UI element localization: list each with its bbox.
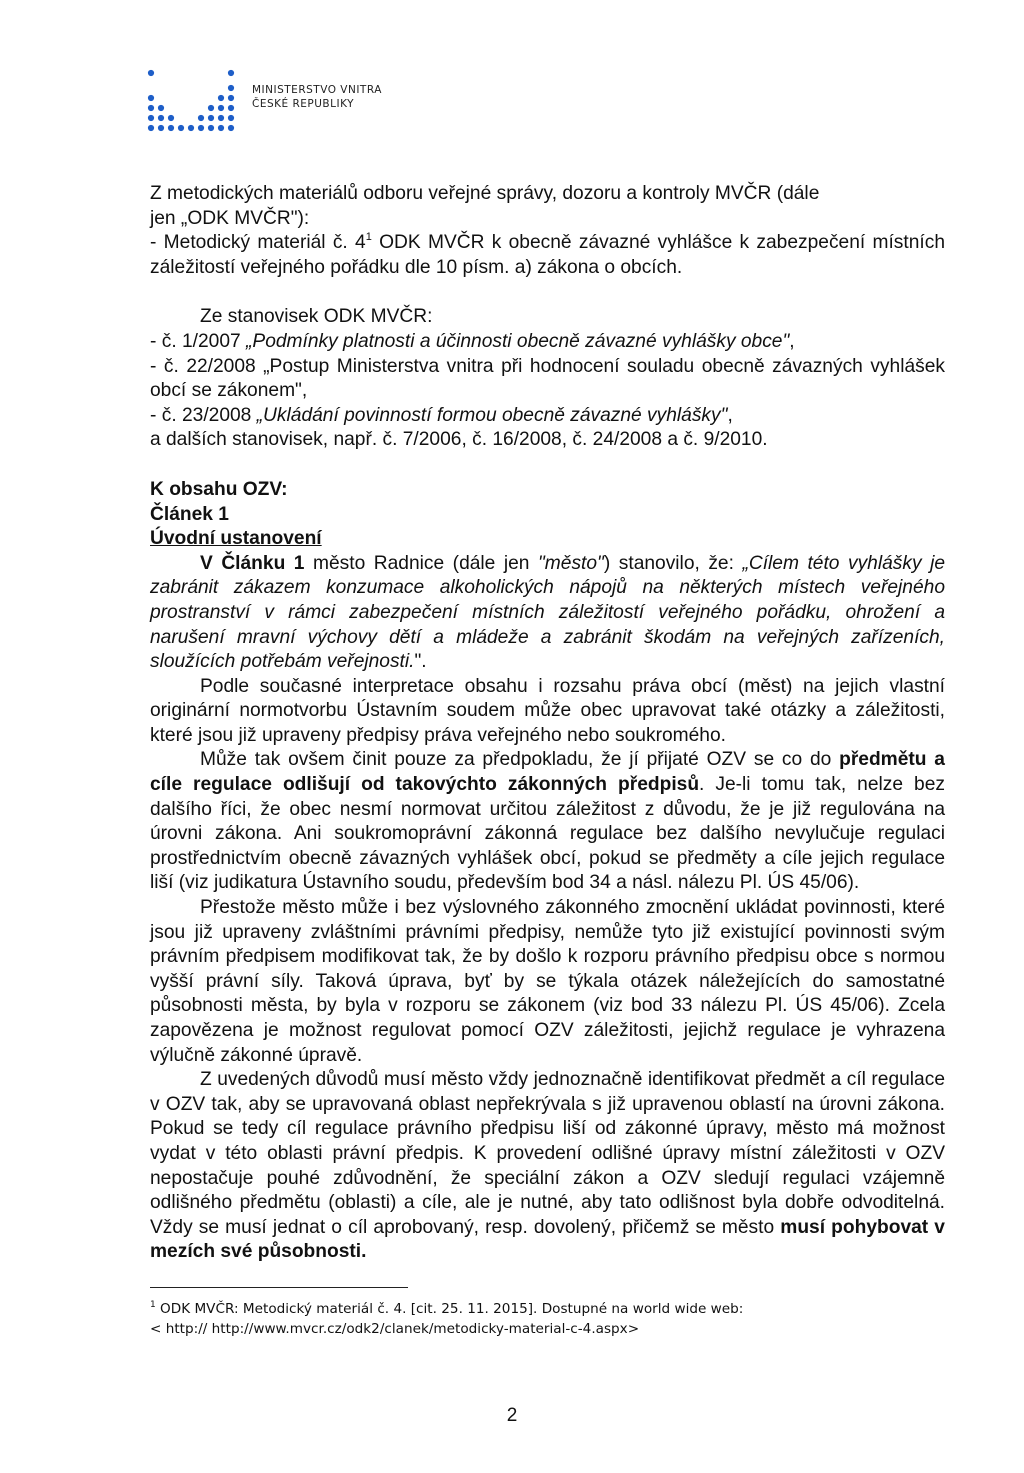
p5-bold: musí pohybovat v mezích své působnosti. bbox=[150, 1216, 945, 1263]
p1-quote-end: ". bbox=[414, 651, 427, 673]
paragraph-restriction: Přestože město může i bez výslovného zákonného zmocnění ukládat povinnosti, které jsou již upraveny zvláštními právními předpisy, nemůže tyto již existující povinnosti svým právním předpisem modifikovat tak, že by došlo k rozporu právního předpisu obce s normou vyšší právní síly. Taková úprava, byť by se týkala otázek náležejících do samostatné působnosti města, by byla v rozporu se zákonem (viz bod 33 nálezu Pl. ÚS 45/06). Zcela zapovězena je možnost regulovat pomocí OZV záležitosti, jejichž regulace je vyhrazena výlučně zákonné úpravě. bbox=[150, 897, 945, 1066]
p1-city-term: "město" bbox=[537, 552, 604, 574]
opinion-item-1 bbox=[150, 330, 945, 355]
methodical-material-text: - Metodický materiál č. 4 bbox=[150, 232, 366, 254]
section-heading-content: K obsahu OZV: bbox=[150, 478, 288, 500]
p3-bold: předmětu a cíle regulace odlišují od takovýchto zákonných předpisů bbox=[150, 749, 945, 796]
opinion-3-title: „Ukládání povinností formou obecně závazné vyhlášky" bbox=[256, 404, 728, 426]
opinion-3-number: - č. 23/2008 bbox=[150, 404, 257, 426]
section-heading-article: Článek 1 bbox=[150, 503, 229, 525]
p3-text-rest: . Je-li tomu tak, nelze bez dalšího říci, že obec nesmí normovat určitou záležitost z důvodu, že je již regulována na úrovni zákona. Ani soukromoprávní zákonná regulace bez dalšího nevylučuje regulaci prostřednictvím obecně závazných vyhlášek obcí, pokud se předměty a cíle jejich regulace liší (viz judikatura Ústavního soudu, především bod 34 a násl. nálezu Pl. ÚS 45/06). bbox=[150, 774, 945, 894]
opinion-1-suffix: , bbox=[789, 330, 795, 352]
opinion-item-3 bbox=[150, 404, 945, 429]
opinion-1-number: - č. 1/2007 bbox=[150, 330, 246, 352]
footnote-link[interactable]: < http:// http://www.mvcr.cz/odk2/clanek/metodicky-material-c-4.aspx> bbox=[150, 1321, 640, 1337]
paragraph-condition bbox=[150, 748, 945, 896]
footnote bbox=[150, 1299, 950, 1339]
p3-text: Může tak ovšem činit pouze za předpokladu, že jí přijaté OZV se co do bbox=[200, 749, 840, 771]
page-number: 2 bbox=[506, 1405, 518, 1426]
methodical-material-text-rest: ODK MVČR k obecně závazné vyhlášce k zabezpečení místních záležitostí veřejného pořádku dle 10 písm. a) zákona o obcích. bbox=[150, 232, 945, 278]
section-heading-introductory-text: Úvodní ustanovení bbox=[150, 528, 322, 550]
section-heading-introductory bbox=[150, 527, 945, 552]
footnote-line-1 bbox=[150, 1299, 950, 1319]
logo-line-ministry: MINISTERSTVO VNITRA bbox=[252, 84, 382, 96]
logo-line-republic: ČESKÉ REPUBLIKY bbox=[252, 98, 355, 110]
footnote-separator bbox=[150, 1287, 408, 1288]
ministry-logo-icon bbox=[146, 50, 246, 134]
footnote-number: 1 bbox=[150, 1300, 156, 1310]
p1-quote: „Cílem této vyhlášky je zabránit zákazem konzumace alkoholických nápojů na některých místech veřejného prostranství v rámci zabezpečení místních záležitostí veřejného pořádku, ohrožení a narušení mravní výchovy dětí a mládeže a zabránit škodám na veřejných zařízeních, sloužících potřebám veřejnosti. bbox=[150, 552, 946, 673]
paragraph-article-1 bbox=[150, 552, 945, 675]
p1-text: město Radnice (dále jen bbox=[304, 552, 538, 574]
intro-line-2: jen „ODK MVČR"): bbox=[150, 207, 310, 229]
paragraph-conclusion bbox=[150, 1068, 945, 1265]
methodical-material-item bbox=[150, 231, 945, 280]
paragraph-interpretation: Podle současné interpretace obsahu i rozsahu práva obcí (měst) na jejich vlastní originární normotvorbu Ústavním soudem může obec upravovat také otázky a záležitosti, které jsou již upraveny předpisy práva veřejného nebo soukromého. bbox=[150, 675, 945, 746]
document-body bbox=[150, 182, 945, 1265]
p5-text: Z uvedených důvodů musí město vždy jednoznačně identifikovat předmět a cíl regulace v OZV tak, aby se upravovaná oblast nepřekrývala s již upravenou oblastí na úrovni zákona. Pokud se tedy cíl regulace právního předpisu liší od zákonné úpravy, město má možnost vydat v této oblasti právní předpis. K provedení odlišné úpravy místní záležitosti v OZV nepostačuje pouhé zdůvodnění, že speciální zákon a OZV sledují regulaci vzájemně odlišného předmětu (oblasti) a cíle, ale je nutné, aby tato odlišnost byla dobře odvoditelná. Vždy se musí jednat o cíl aprobovaný, resp. dovolený, přičemž se město bbox=[150, 1069, 945, 1238]
opinion-3-suffix: , bbox=[727, 404, 733, 426]
p1-article-ref: V Článku 1 bbox=[200, 552, 305, 574]
opinion-item-other: a dalších stanovisek, např. č. 7/2006, č. 16/2008, č. 24/2008 a č. 9/2010. bbox=[150, 429, 768, 451]
intro-line-1: Z metodických materiálů odboru veřejné správy, dozoru a kontroly MVČR (dále bbox=[150, 183, 820, 204]
footnote-ref: 1 bbox=[365, 231, 372, 244]
p1-text-2: ) stanovilo, že: bbox=[603, 552, 743, 574]
opinions-heading: Ze stanovisek ODK MVČR: bbox=[200, 306, 433, 328]
logo-text bbox=[252, 83, 382, 111]
opinion-item-2: - č. 22/2008 „Postup Ministerstva vnitra při hodnocení souladu obecně závazných vyhlášek obcí se zákonem", bbox=[150, 355, 945, 402]
opinion-1-title: „Podmínky platnosti a účinnosti obecně závazné vyhlášky obce" bbox=[246, 330, 790, 352]
footnote-text: ODK MVČR: Metodický materiál č. 4. [cit. 25. 11. 2015]. Dostupné na world wide web: bbox=[155, 1301, 744, 1317]
